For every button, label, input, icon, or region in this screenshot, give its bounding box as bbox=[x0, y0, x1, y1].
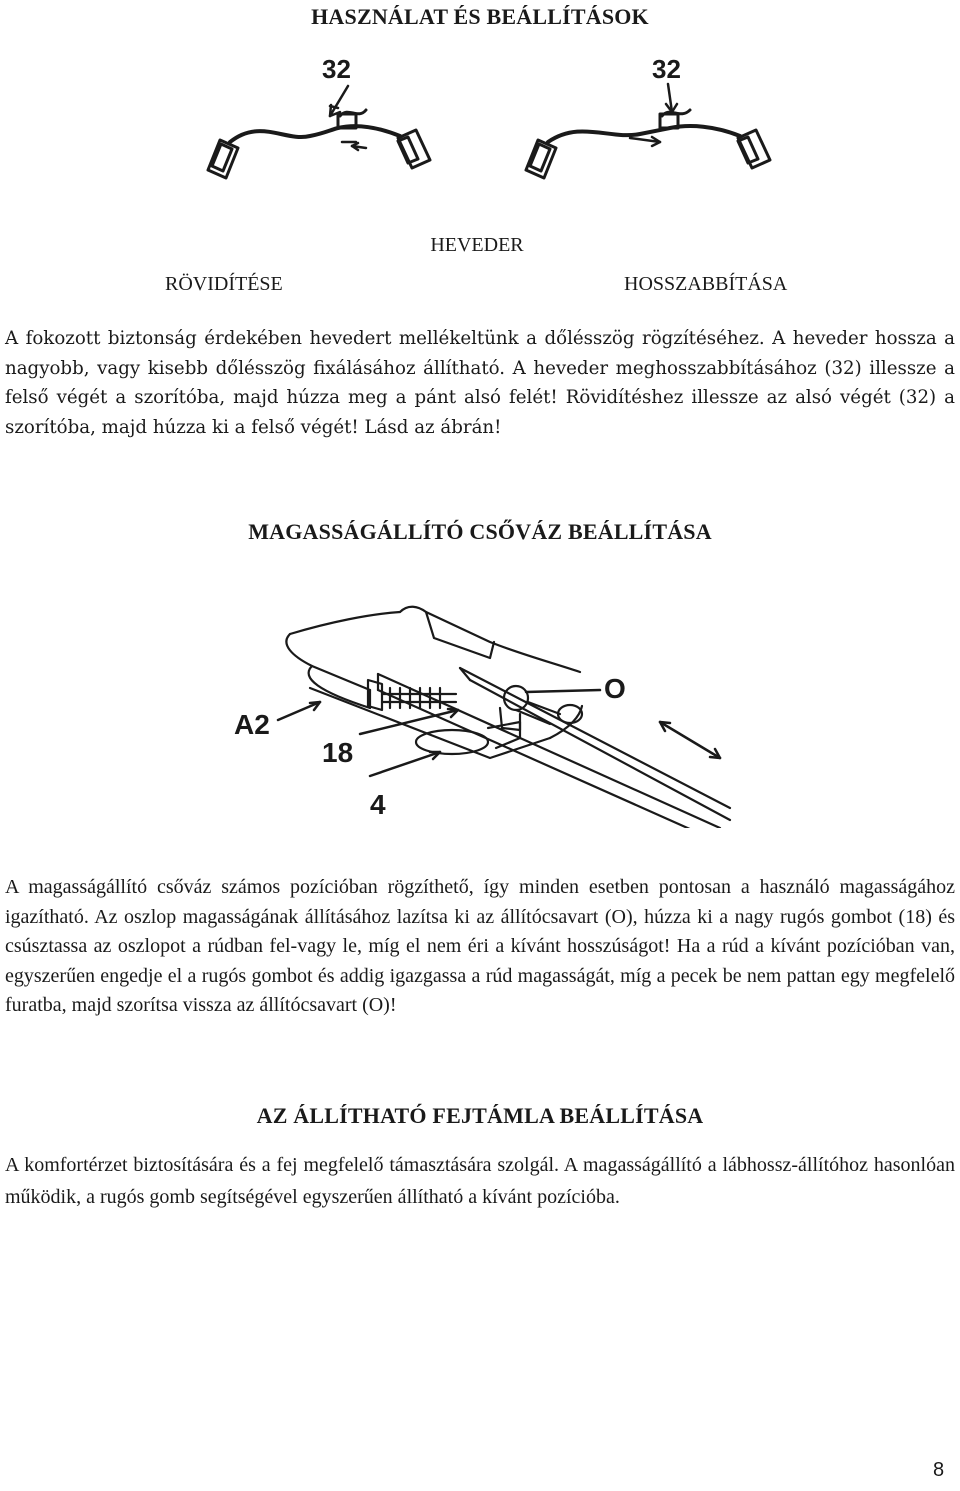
label-o: O bbox=[604, 673, 626, 704]
page-number: 8 bbox=[933, 1459, 945, 1481]
label-4: 4 bbox=[370, 789, 386, 820]
headrest-section-heading: AZ ÁLLÍTHATÓ FEJTÁMLA BEÁLLÍTÁSA bbox=[256, 1103, 704, 1128]
strap-figure bbox=[190, 50, 780, 185]
strap-shortening-drawing bbox=[208, 54, 430, 178]
height-paragraph: A magasságállító csőváz számos pozícióban rögzíthető, így minden esetben pontosan a használó magasságához igazítható. Az oszlop magasságának állításához lazítsa ki az állítócsavart (O), húzza ki a nagy rugós gombot (18) és csúsztassa az oszlopot a rúdban fel-vagy le, míg el nem éri a kívánt hosszúságot! Ha a rúd a kívánt pozícióban van, egyszerűen engedje el a rugós gombot és addig igazgassa a rúd magasságát, míg a pecek be nem pattan egy megfelelő furatba, majd szorítsa vissza az állítócsavart (O)! bbox=[5, 876, 955, 1017]
strap-right-label: 32 bbox=[652, 54, 681, 84]
label-a2: A2 bbox=[234, 709, 270, 740]
height-section-heading: MAGASSÁGÁLLÍTÓ CSŐVÁZ BEÁLLÍTÁSA bbox=[248, 519, 712, 544]
strap-left-label: 32 bbox=[322, 54, 351, 84]
height-adjust-figure bbox=[220, 598, 740, 828]
strap-paragraph: A fokozott biztonság érdekében hevedert mellékeltünk a dőlésszög rögzítéséhez. A heveder hossza a nagyobb, vagy kisebb dőlésszög fixálásához állítható. A heveder meghosszabbításához (32) illessze a felső végét a szorítóba, majd húzza meg a pánt alsó felét! Rövidítéshez illessze az alsó végét (32) a szorítóba, majd húzza ki a felső végét! Lásd az ábrán! bbox=[5, 328, 955, 438]
strap-lengthening-drawing bbox=[526, 54, 770, 178]
page-title: HASZNÁLAT ÉS BEÁLLÍTÁSOK bbox=[311, 4, 649, 29]
strap-caption-top: HEVEDER bbox=[430, 234, 524, 256]
label-18: 18 bbox=[322, 737, 354, 768]
strap-caption-left: RÖVIDÍTÉSE bbox=[165, 273, 283, 295]
headrest-paragraph: A komfortérzet biztosítására és a fej megfelelő támasztására szolgál. A magasságállító a lábhossz-állítóhoz hasonlóan működik, a rugós gomb segítségével egyszerűen állítható a kívánt pozícióba. bbox=[5, 1154, 955, 1208]
strap-caption-right: HOSSZABBÍTÁSA bbox=[624, 273, 788, 295]
